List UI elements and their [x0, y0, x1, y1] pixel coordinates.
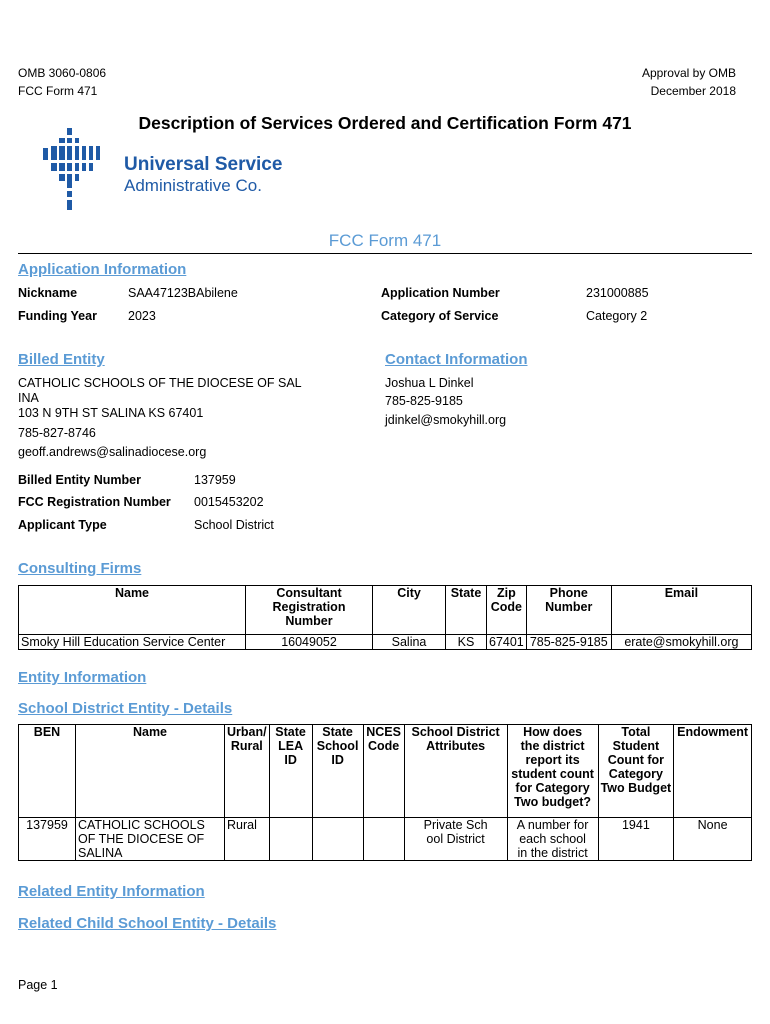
category-value: Category 2: [586, 309, 648, 323]
col-email-label: Email: [664, 586, 699, 600]
col-how-label-6: Two budget?: [514, 795, 592, 809]
entity-how-report: [507, 818, 598, 861]
col-nces: [363, 725, 404, 818]
nickname-value: SAA47123BAbilene: [128, 286, 238, 300]
col-attr-label-1: School District: [411, 725, 500, 739]
school-district-heading: School District Entity - Details: [18, 700, 233, 717]
billed-entity-phone: 785-827-8746: [18, 426, 96, 440]
col-how-label-4: student count: [511, 767, 594, 781]
entity-lea-id: [269, 818, 312, 861]
col-city: [373, 586, 446, 635]
consultant-phone: 785-825-9185: [526, 635, 611, 650]
col-nces-label-1: NCES: [366, 725, 401, 739]
col-how-label-5: for Category: [515, 781, 590, 795]
consultant-crn: 16049052: [246, 635, 373, 650]
entity-nces: [363, 818, 404, 861]
col-phone-label-1: Phone: [549, 586, 588, 600]
col-how-label-1: How does: [523, 725, 583, 739]
entity-name-line-3: SALINA: [78, 846, 123, 860]
application-info-heading: Application Information: [18, 261, 187, 278]
col-lea-label-1: State: [275, 725, 306, 739]
col-state: [446, 586, 487, 635]
col-phone-label-2: Number: [545, 600, 593, 614]
applicant-type-value: School District: [194, 518, 274, 532]
ben-value: 137959: [194, 473, 236, 487]
related-child-heading: Related Child School Entity - Details: [18, 915, 277, 932]
consultant-name: Smoky Hill Education Service Center: [19, 635, 246, 650]
entity-attr-line-2: ool District: [426, 832, 485, 846]
table-header-row: [19, 725, 752, 818]
col-total-label-3: Count for: [607, 753, 664, 767]
col-crn-label-1: Consultant: [276, 586, 342, 600]
entity-name: [76, 818, 225, 861]
applicant-type-label: Applicant Type: [18, 518, 107, 532]
col-urban: [225, 725, 270, 818]
entity-name-line-1: CATHOLIC SCHOOLS: [78, 818, 205, 832]
col-state-label: State: [450, 586, 482, 600]
col-total-label-5: Two Budget: [600, 781, 672, 795]
billed-entity-name-2: INA: [18, 391, 39, 405]
usac-logo: [40, 124, 300, 214]
col-school-label-2: School: [316, 739, 359, 753]
col-total: [598, 725, 674, 818]
col-zip: [487, 586, 527, 635]
col-name-label: Name: [132, 725, 168, 739]
entity-urban-rural: Rural: [225, 818, 270, 861]
col-total-label-4: Category: [608, 767, 663, 781]
col-name: [76, 725, 225, 818]
frn-label: FCC Registration Number: [18, 495, 171, 509]
omb-number: OMB 3060-0806: [18, 66, 107, 80]
page-title: Description of Services Ordered and Certification Form 471: [138, 113, 632, 133]
form-name: FCC Form 471: [18, 84, 98, 98]
contact-info-heading: Contact Information: [385, 351, 528, 368]
related-entity-heading: Related Entity Information: [18, 883, 205, 900]
col-zip-label-1: Zip: [497, 586, 516, 600]
col-lea: [269, 725, 312, 818]
col-name: [19, 586, 246, 635]
entity-how-line-2: each school: [519, 832, 586, 846]
frn-value: 0015453202: [194, 495, 264, 509]
col-endow-label: Endowment: [677, 725, 749, 739]
consulting-firms-table: [18, 585, 752, 650]
col-how-label-3: report its: [525, 753, 580, 767]
col-crn-label-3: Number: [285, 614, 333, 628]
col-zip-label-2: Code: [490, 600, 522, 614]
application-number-value: 231000885: [586, 286, 649, 300]
billed-entity-email: geoff.andrews@salinadiocese.org: [18, 445, 207, 459]
contact-email: jdinkel@smokyhill.org: [385, 413, 507, 427]
col-school-label-1: State: [322, 725, 353, 739]
contact-name: Joshua L Dinkel: [385, 376, 474, 390]
entity-endowment: None: [674, 818, 752, 861]
col-crn: [246, 586, 373, 635]
col-attributes: [404, 725, 507, 818]
consultant-state: KS: [446, 635, 487, 650]
col-how-report: [507, 725, 598, 818]
table-header-row: [19, 586, 752, 635]
col-endowment: [674, 725, 752, 818]
consultant-city: Salina: [373, 635, 446, 650]
col-lea-label-2: LEA ID: [278, 739, 304, 767]
funding-year-label: Funding Year: [18, 309, 97, 323]
ben-label: Billed Entity Number: [18, 473, 141, 487]
billed-entity-heading: Billed Entity: [18, 351, 105, 368]
logo-line-1: Universal Service: [124, 154, 283, 175]
consultant-email: erate@smokyhill.org: [611, 635, 751, 650]
col-school-id: [312, 725, 363, 818]
col-email: [611, 586, 751, 635]
billed-entity-address: 103 N 9TH ST SALINA KS 67401: [18, 406, 204, 420]
school-district-table: [18, 724, 752, 861]
heading-rule: [18, 253, 752, 254]
contact-phone: 785-825-9185: [385, 394, 463, 408]
col-crn-label-2: Registration: [272, 600, 346, 614]
col-city-label: City: [397, 586, 421, 600]
entity-how-line-3: in the district: [517, 846, 588, 860]
col-school-label-3: ID: [331, 753, 344, 767]
omb-approval: Approval by OMB: [641, 66, 736, 80]
consultant-zip: 67401: [487, 635, 527, 650]
col-urban-label-2: Rural: [230, 739, 263, 753]
entity-attributes: [404, 818, 507, 861]
category-label: Category of Service: [381, 309, 499, 323]
entity-how-line-1: A number for: [516, 818, 589, 832]
table-row: [19, 635, 752, 650]
form-heading: FCC Form 471: [328, 231, 442, 250]
entity-ben: 137959: [19, 818, 76, 861]
entity-school-id: [312, 818, 363, 861]
col-attr-label-2: Attributes: [426, 739, 486, 753]
nickname-label: Nickname: [18, 286, 78, 300]
omb-date: December 2018: [650, 84, 736, 98]
col-name-label: Name: [114, 586, 150, 600]
col-total-label-2: Student: [612, 739, 660, 753]
entity-name-line-2: OF THE DIOCESE OF: [78, 832, 205, 846]
col-ben: [19, 725, 76, 818]
consulting-firms-heading: Consulting Firms: [18, 560, 142, 577]
logo-line-2: Administrative Co.: [124, 176, 262, 195]
funding-year-value: 2023: [128, 309, 156, 323]
entity-info-heading: Entity Information: [18, 669, 147, 686]
billed-entity-name-1: CATHOLIC SCHOOLS OF THE DIOCESE OF SAL: [18, 376, 302, 390]
col-urban-label-1: Urban/: [227, 725, 267, 739]
col-phone: [526, 586, 611, 635]
page-number: Page 1: [18, 978, 58, 992]
entity-attr-line-1: Private Sch: [423, 818, 488, 832]
col-ben-label: BEN: [33, 725, 61, 739]
application-number-label: Application Number: [381, 286, 500, 300]
entity-total: 1941: [598, 818, 674, 861]
col-how-label-2: the district: [520, 739, 585, 753]
col-nces-label-2: Code: [367, 739, 400, 753]
table-row: [19, 818, 752, 861]
usac-logo-mark: [40, 124, 120, 214]
col-total-label-1: Total: [621, 725, 651, 739]
